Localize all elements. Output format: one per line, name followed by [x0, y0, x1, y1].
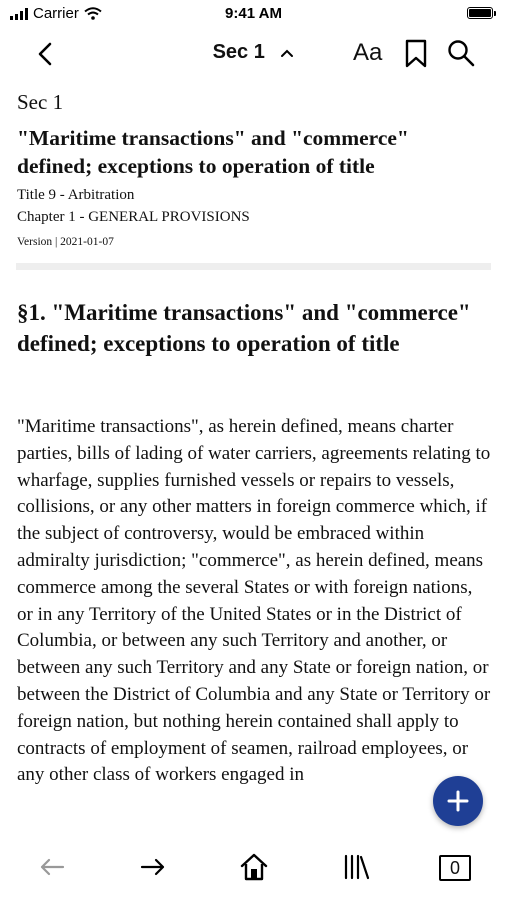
font-size-button[interactable]: Aa — [353, 39, 383, 66]
library-icon[interactable] — [341, 852, 371, 882]
chapter-line: Chapter 1 - GENERAL PROVISIONS — [17, 209, 250, 225]
section-selector[interactable] — [0, 41, 507, 64]
battery-icon — [467, 7, 493, 19]
bottom-toolbar — [0, 840, 507, 900]
section-label: Sec 1 — [17, 90, 64, 114]
divider — [16, 263, 491, 270]
tab-count-button[interactable]: 0 — [439, 855, 471, 881]
home-icon[interactable] — [239, 852, 269, 882]
search-icon[interactable] — [446, 38, 476, 68]
status-time: 9:41 AM — [225, 5, 282, 22]
forward-arrow-icon[interactable] — [138, 852, 168, 882]
content-heading: §1. "Maritime transactions" and "commerce" defined; exceptions to operation of title — [17, 300, 471, 356]
version-line: Version | 2021-01-07 — [17, 236, 114, 248]
add-button[interactable] — [433, 776, 483, 826]
plus-icon — [446, 789, 470, 813]
status-bar — [0, 0, 507, 28]
carrier-label: Carrier — [33, 5, 79, 22]
nav-title: Sec 1 — [212, 41, 265, 63]
nav-bar — [0, 28, 507, 80]
bookmark-icon[interactable] — [404, 39, 428, 69]
title-line: Title 9 - Arbitration — [17, 187, 135, 203]
section-title: "Maritime transactions" and "commerce" defined; exceptions to operation of title — [17, 126, 409, 178]
content-body: "Maritime transactions", as herein defined, means charter parties, bills of lading of water carriers, agreements relating to wharfage, supplies furnished vessels or repairs to vessels, collisions, or any other matters in foreign commerce which, if the subject of controversy, would be embraced within admiralty jurisdiction; "commerce", as herein defined, means commerce among the several States or with foreign nations, or in any Territory of the United States or in the District of Columbia, or between any such Territory and another, or between any such Territory and any State or foreign nation, or between the District of Columbia and any State or Territory or foreign nation, but nothing herein contained shall apply to contracts of employment of seamen, railroad employees, or any other class of workers engaged in — [17, 416, 491, 786]
back-arrow-icon[interactable] — [37, 852, 67, 882]
chevron-up-icon — [280, 48, 294, 58]
